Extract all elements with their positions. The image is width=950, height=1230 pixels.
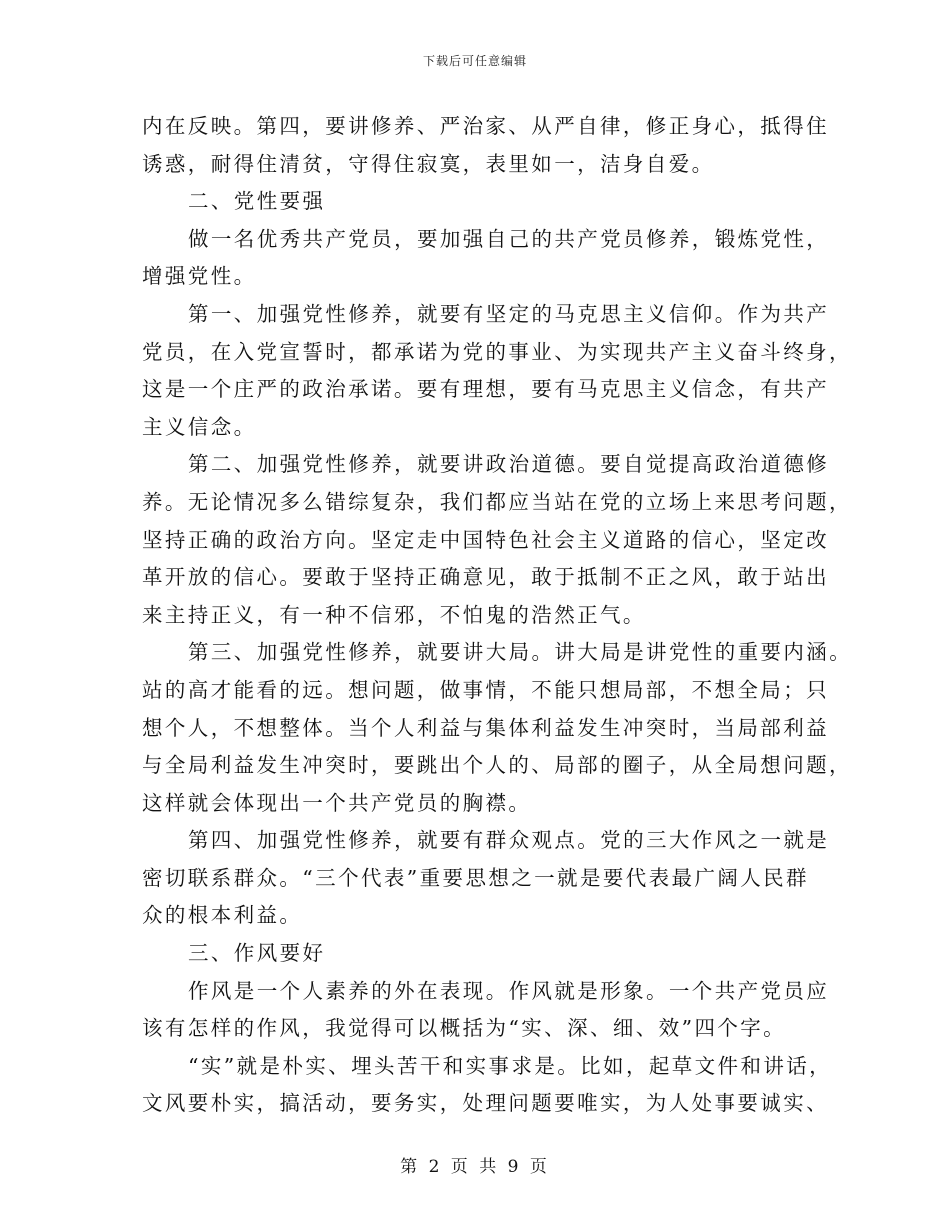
paragraph-line: 来主持正义，有一种不信邪，不怕鬼的浩然正气。 [142, 602, 646, 627]
paragraph-line: 该有怎样的作风，我觉得可以概括为“实、深、细、效”四个字。 [142, 1016, 787, 1041]
paragraph-line: 诱惑，耐得住清贫，守得住寂寞，表里如一，洁身自爱。 [142, 151, 715, 176]
paragraph-first-line: 作风是一个人素养的外在表现。作风就是形象。一个共产党员应 [188, 978, 830, 1003]
paragraph-line: 想个人，不想整体。当个人利益与集体利益发生冲突时，当局部利益 [142, 715, 829, 740]
paragraph-first-line: 第二、加强党性修养，就要讲政治道德。要自觉提高政治道德修 [188, 452, 830, 477]
paragraph-first-line: 第四、加强党性修养，就要有群众观点。党的三大作风之一就是 [188, 828, 830, 853]
paragraph-line: 主义信念。 [142, 414, 257, 439]
paragraph-first-line: 三、作风要好 [188, 941, 326, 966]
paragraph-line: 站的高才能看的远。想问题，做事情，不能只想局部，不想全局；只 [142, 677, 829, 702]
page-header: 下载后可任意编辑 [422, 54, 527, 68]
paragraph-first-line: 第三、加强党性修养，就要讲大局。讲大局是讲党性的重要内涵。 [188, 640, 853, 665]
paragraph-line: 这是一个庄严的政治承诺。要有理想，要有马克思主义信念，有共产 [142, 377, 829, 402]
paragraph-first-line: 做一名优秀共产党员，要加强自己的共产党员修养，锻炼党性， [188, 226, 830, 251]
paragraph-line: 党员，在入党宣誓时，都承诺为党的事业、为实现共产主义奋斗终身， [142, 339, 852, 364]
paragraph-line: 众的根本利益。 [142, 903, 303, 928]
paragraph-first-line: 二、党性要强 [188, 189, 326, 214]
paragraph-first-line: “实”就是朴实、埋头苦干和实事求是。比如，起草文件和讲话， [188, 1053, 833, 1078]
document-body [142, 108, 853, 1123]
paragraph-line: 坚持正确的政治方向。坚定走中国特色社会主义道路的信心，坚定改 [142, 527, 829, 552]
paragraph-line: 密切联系群众。“三个代表”重要思想之一就是要代表最广阔人民群 [142, 865, 809, 890]
paragraph-line: 内在反映。第四，要讲修养、严治家、从严自律，修正身心，抵得住 [142, 114, 829, 138]
paragraph-line: 革开放的信心。要敢于坚持正确意见，敢于抵制不正之风，敢于站出 [142, 565, 829, 590]
paragraph-first-line: 第一、加强党性修养，就要有坚定的马克思主义信仰。作为共产 [188, 301, 830, 326]
page-footer: 第 2 页 共 9 页 [400, 1157, 550, 1177]
paragraph-line: 与全局利益发生冲突时，要跳出个人的、局部的圈子，从全局想问题， [142, 753, 852, 778]
paragraph-line: 养。无论情况多么错综复杂，我们都应当站在党的立场上来思考问题， [142, 489, 852, 514]
paragraph-line: 这样就会体现出一个共产党员的胸襟。 [142, 790, 532, 815]
paragraph-line: 文风要朴实，搞活动，要务实，处理问题要唯实，为人处事要诚实、 [142, 1091, 829, 1116]
paragraph-line: 增强党性。 [142, 264, 257, 289]
